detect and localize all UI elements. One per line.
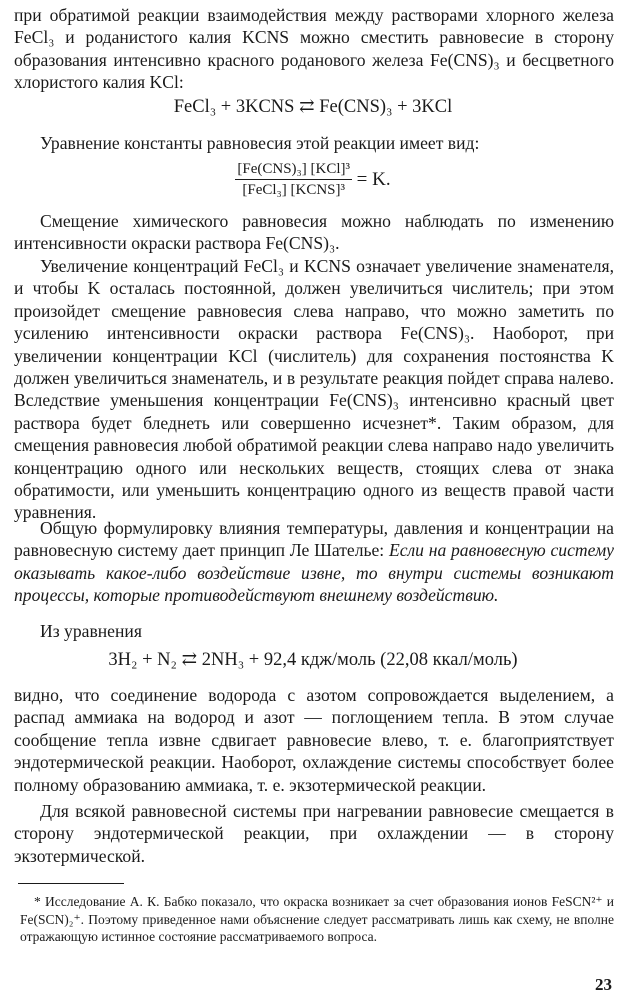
le-chatelier-intro: Общую формулировку влияния температуры, давления и концентрации на равновесную систему дает принцип Ле Шателье:	[14, 518, 614, 561]
equation-ammonia: 3H₂ + N₂ ⇄ 2NH₃ + 92,4 кдж/моль (22,08 ккал/моль)	[108, 650, 518, 670]
paragraph-color-shift: Смещение химического равновесия можно наблюдать по изменению интенсивности окраски раствора Fe(CNS)₃.	[14, 211, 614, 254]
paragraph-intro: при обратимой реакции взаимодействия между растворами хлорного железа FeCl₃ и роданистого калия KCNS можно сместить равновесие в сторону образования интенсивно красного роданового железа Fe(CNS)₃ и бесцветного хлористого калия KCl:	[14, 5, 614, 93]
equation-equilibrium-constant	[0, 160, 626, 199]
paragraph-constant-intro: Уравнение константы равновесия этой реакции имеет вид:	[40, 133, 480, 153]
equation-fecl3-kcns: FeCl₃ + 3KCNS ⇄ Fe(CNS)₃ + 3KCl	[173, 97, 453, 117]
fraction-denominator: [FeCl₃] [KCNS]³	[242, 182, 346, 198]
paragraph-conclusion: Для всякой равновесной системы при нагревании равновесие смещается в сторону эндотермической реакции, при охлаждении — в сторону экзотермической.	[14, 801, 614, 866]
constant-k: = K.	[356, 168, 391, 190]
paragraph-le-chatelier	[14, 517, 614, 607]
paragraph-ammonia: видно, что соединение водорода с азотом сопровождается выделением, а распад аммиака на водород и азот — поглощением тепла. В этом случае сообщение тепла извне сдвигает равновесие влево, т. е. благоприятствует эндотермической реакции. Наоборот, охлаждение системы способствует более полному образованию аммиака, т. е. экзотермической реакции.	[14, 685, 614, 795]
le-chatelier-principle: Если на равновесную систему оказывать какое-либо воздействие извне, то внутри системы возникают процессы, которые противодействуют внешнему воздействию.	[14, 540, 614, 606]
paragraph-concentration: Увеличение концентраций FeCl₃ и KCNS означает увеличение знаменателя, и чтобы K осталась постоянной, должен увеличиться числитель; при этом произойдет смещение равновесия слева направо, что можно заметить по усилению интенсивности окраски раствора Fe(CNS)₃. Наоборот, при увеличении концентрации KCl (числитель) для сохранения постоянства K должен увеличиться знаменатель, и в результате реакция пойдет справа налево. Вследствие уменьшения концентрации Fe(CNS)₃ интенсивно красный цвет раствора будет бледнеть или совершенно исчезнет*. Таким образом, для смещения равновесия любой обратимой реакции слева направо надо увеличить концентрацию одного или нескольких веществ, стоящих слева от знака обратимости, или уменьшить концентрацию одного из веществ правой части уравнения.	[14, 256, 614, 523]
paragraph-from-equation: Из уравнения	[40, 621, 142, 641]
footnote: * Исследование А. К. Бабко показало, что окраска возникает за счет образования ионов FeSCN²⁺ и Fe(SCN)₂⁺. Поэтому приведенное нами объяснение следует рассматривать лишь как схему, не вполне отражающую истинное состояние рассматриваемого вопроса.	[20, 894, 614, 944]
footnote-divider	[18, 883, 124, 884]
page-number: 23	[595, 975, 612, 994]
fraction-numerator: [Fe(CNS)₃] [KCl]³	[235, 160, 352, 180]
constant-fraction	[235, 160, 352, 199]
